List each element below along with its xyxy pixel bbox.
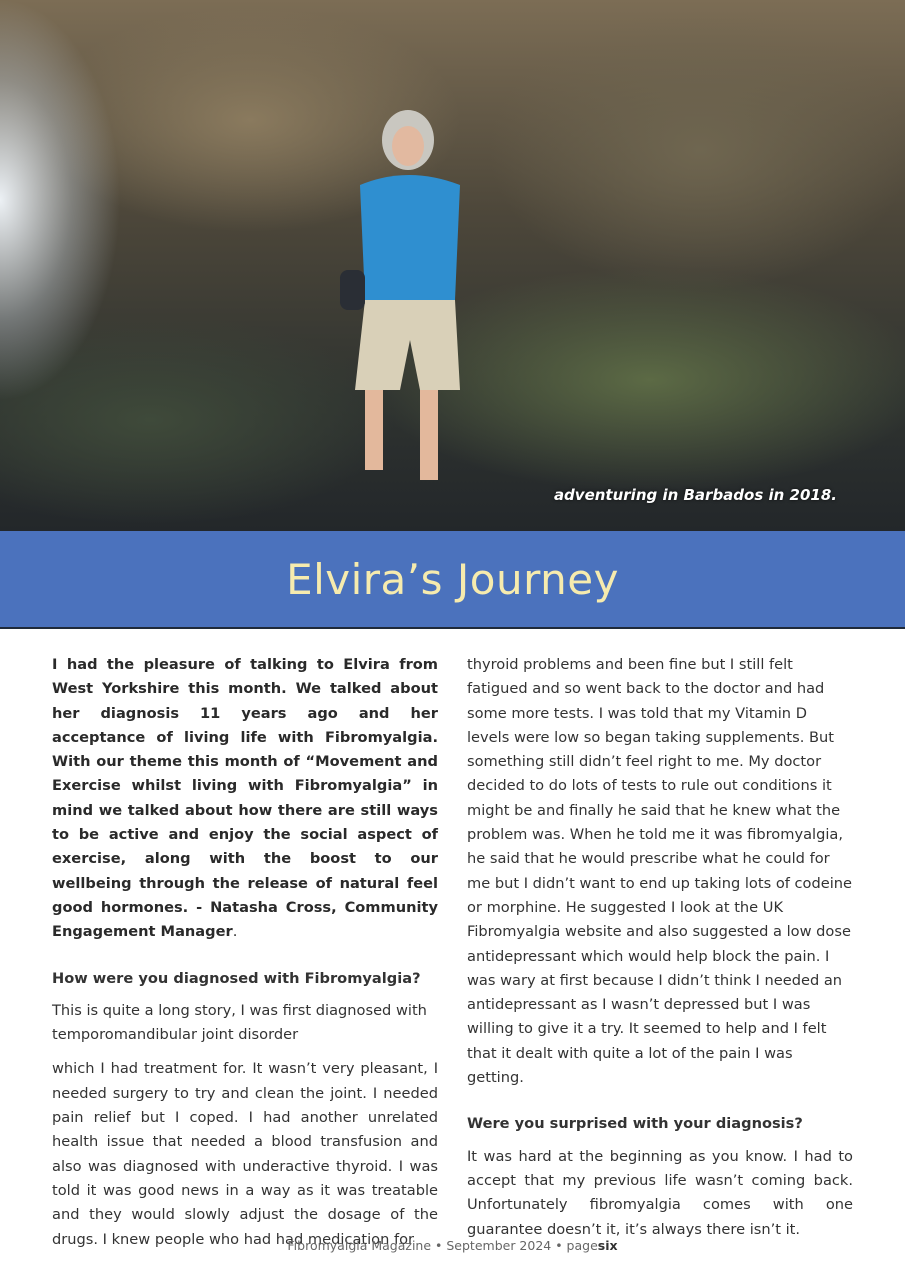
answer-1-paragraph-3: thyroid problems and been fine but I still felt fatigued and so went back to the doctor and had some more tests. I was told that my Vitamin D levels were low so began taking supplements. But something still didn’t feel right to me. My doctor decided to do lots of tests to rule out conditions it might be and finally he said that he knew what the problem was. When he told me it was fibromyalgia, he said that he would prescribe what he could for me but I didn’t want to end up taking lots of codeine or morphine. He suggested I look at the UK Fibromyalgia website and also suggested a low dose antidepressant which would help block the pain. I was wary at first because I didn’t think I needed an antidepressant as I wasn’t depressed but I was willing to give it a try. It seemed to help and I felt that it dealt with quite a lot of the pain I was getting. [467,656,852,1087]
article-title: Elvira’s Journey [286,554,619,604]
intro-end: . [232,923,238,941]
right-column [467,653,853,1242]
page-number: six [597,1238,618,1253]
answer-1-paragraph-2: which I had treatment for. It wasn’t very pleasant, I needed surgery to try and clean the joint. I needed pain relief but I coped. I had another unrelated health issue that needed a blood transfusion and also was diagnosed with underactive thyroid. I was told it was good news in a way as it was treatable and they would slowly adjust the dosage of the drugs. I knew people who had had medication for [52,1060,438,1248]
photo-caption: adventuring in Barbados in 2018. [553,486,837,504]
left-column [52,653,438,1252]
question-2: Were you surprised with your diagnosis? [467,1115,803,1133]
intro-paragraph [52,653,438,945]
intro-text: I had the pleasure of talking to Elvira from West Yorkshire this month. We talked about her diagnosis 11 years ago and her acceptance of living life with Fibromyalgia. With our theme this month of “Movement and Exercise whilst living with Fibromyalgia” in mind we talked about how there are still ways to be active and enjoy the social aspect of exercise, along with the boost to our wellbeing through the release of natural feel good hormones. - Natasha Cross, Community Engagement Manager [52,656,438,941]
person-illustration [320,110,490,510]
footer-text: Fibromyalgia Magazine • September 2024 • page [287,1238,598,1253]
answer-2: It was hard at the beginning as you know. I had to accept that my previous life wasn’t coming back. Unfortunately fibromyalgia comes with one guarantee doesn’t it, it’s always there isn’t it. [467,1147,853,1238]
title-banner [0,531,905,629]
page-footer [0,1238,905,1253]
question-1: How were you diagnosed with Fibromyalgia? [52,969,421,987]
answer-1-paragraph-1: This is quite a long story, I was first diagnosed with temporomandibular joint disorder [52,1001,427,1044]
cover-photo [0,0,905,531]
